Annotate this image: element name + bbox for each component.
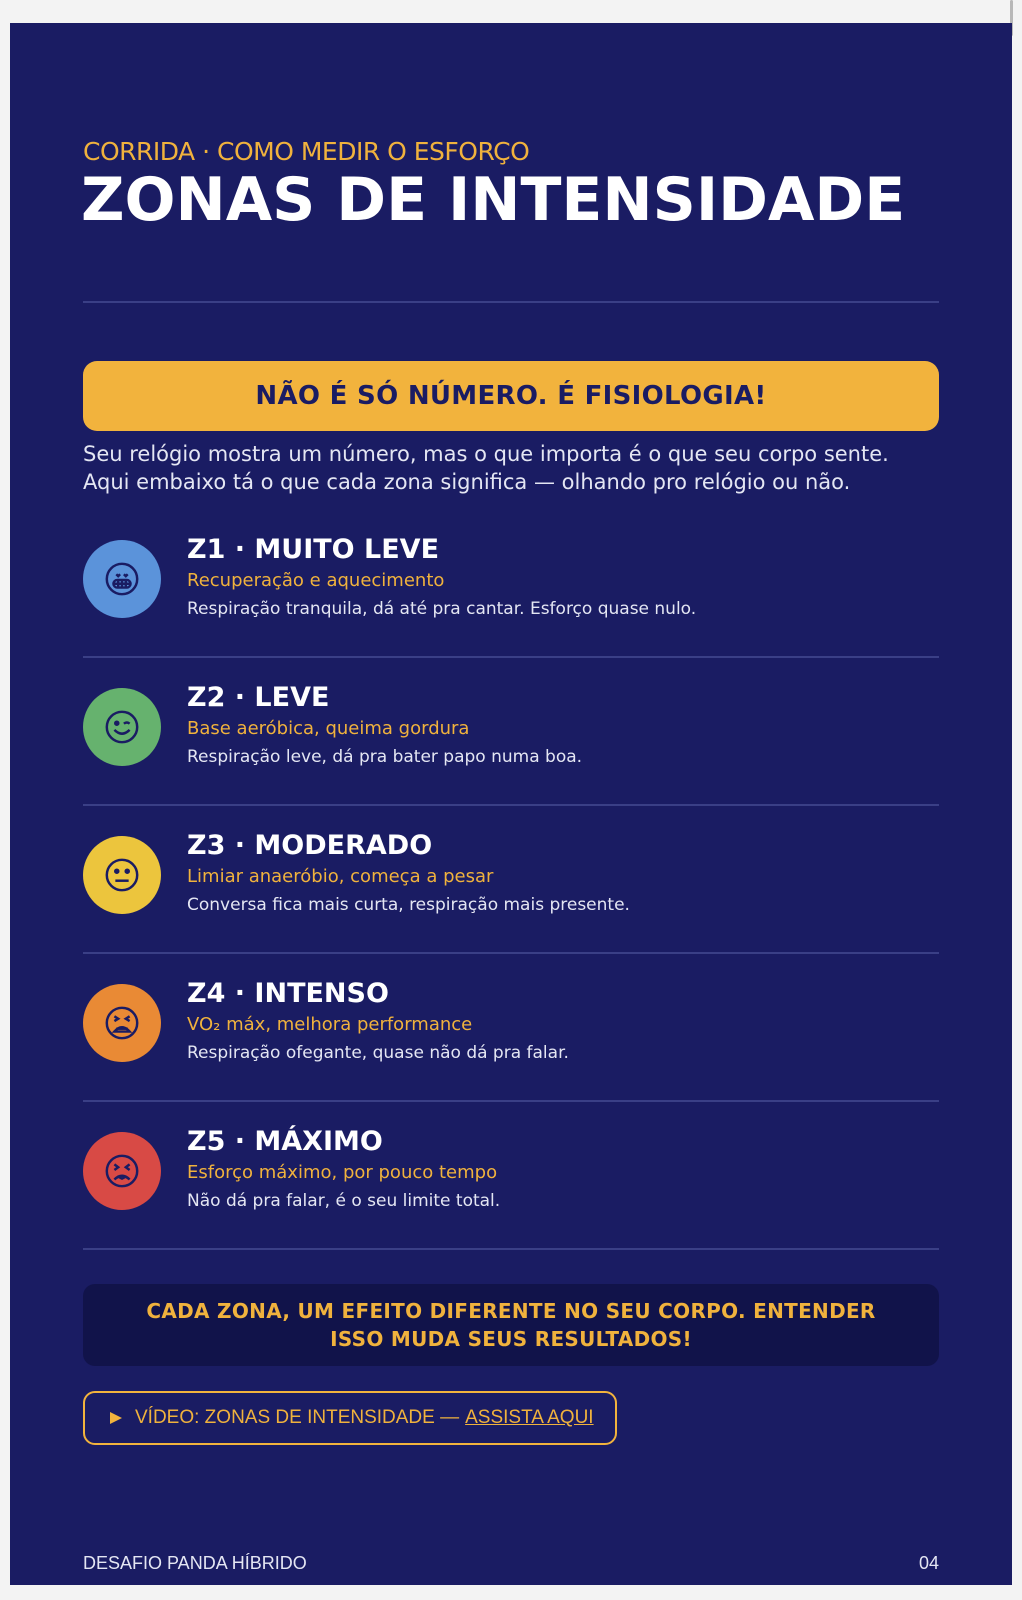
zone-description: Respiração tranquila, dá até pra cantar. Esforço quase nulo. [187, 599, 697, 619]
footer-brand: DESAFIO PANDA HÍBRIDO [83, 1553, 307, 1573]
page-title: ZONAS DE INTENSIDADE [81, 165, 906, 235]
video-link-button[interactable] [83, 1391, 617, 1445]
divider [83, 952, 939, 954]
neutral-face-icon [83, 836, 161, 914]
zone-description: Respiração ofegante, quase não dá pra falar. [187, 1043, 569, 1063]
zone-name: Z3 · MODERADO [187, 830, 433, 861]
zone-item-z3 [83, 830, 939, 930]
intro-text [83, 440, 963, 496]
zone-description: Não dá pra falar, é o seu limite total. [187, 1191, 501, 1211]
divider [83, 804, 939, 806]
play-icon [109, 1411, 123, 1425]
callout-line-2: ISSO MUDA SEUS RESULTADOS! [330, 1327, 692, 1351]
tired-face-icon [83, 984, 161, 1062]
page-number: 04 [918, 1553, 939, 1573]
zone-item-z5 [83, 1126, 939, 1226]
zone-subtitle: Recuperação e aquecimento [187, 570, 445, 591]
zone-name: Z5 · MÁXIMO [187, 1126, 383, 1157]
page-panel [10, 23, 1012, 1585]
intro-line-2: Aqui embaixo tá o que cada zona significa — olhando pro relógio ou não. [83, 470, 851, 494]
zone-subtitle: VO₂ máx, melhora performance [187, 1014, 473, 1035]
intro-line-1: Seu relógio mostra um número, mas o que importa é o que seu corpo sente. [83, 442, 889, 466]
callout-box [83, 1284, 939, 1366]
callout-line-1: CADA ZONA, UM EFEITO DIFERENTE NO SEU CORPO. ENTENDER [146, 1299, 876, 1323]
divider [83, 656, 939, 658]
grinning-face-icon [83, 540, 161, 618]
angry-face-icon [83, 1132, 161, 1210]
video-label: VÍDEO: ZONAS DE INTENSIDADE — [135, 1407, 460, 1428]
zone-item-z4 [83, 978, 939, 1078]
banner-text: NÃO É SÓ NÚMERO. É FISIOLOGIA! [255, 381, 767, 411]
zone-description: Conversa fica mais curta, respiração mais presente. [187, 895, 630, 915]
zone-name: Z2 · LEVE [187, 682, 330, 713]
zone-item-z2 [83, 682, 939, 782]
page-kicker: CORRIDA · COMO MEDIR O ESFORÇO [83, 137, 530, 166]
watch-here-link[interactable]: ASSISTA AQUI [465, 1407, 594, 1428]
divider [83, 1248, 939, 1250]
zone-subtitle: Esforço máximo, por pouco tempo [187, 1162, 498, 1183]
zone-subtitle: Limiar anaeróbio, começa a pesar [187, 866, 494, 887]
zone-description: Respiração leve, dá pra bater papo numa boa. [187, 747, 583, 767]
zone-subtitle: Base aeróbica, queima gordura [187, 718, 470, 739]
highlight-banner [83, 361, 939, 431]
divider [83, 1100, 939, 1102]
winking-face-icon [83, 688, 161, 766]
zone-item-z1 [83, 534, 939, 634]
zone-name: Z4 · INTENSO [187, 978, 389, 1009]
divider [83, 301, 939, 303]
zone-name: Z1 · MUITO LEVE [187, 534, 440, 565]
